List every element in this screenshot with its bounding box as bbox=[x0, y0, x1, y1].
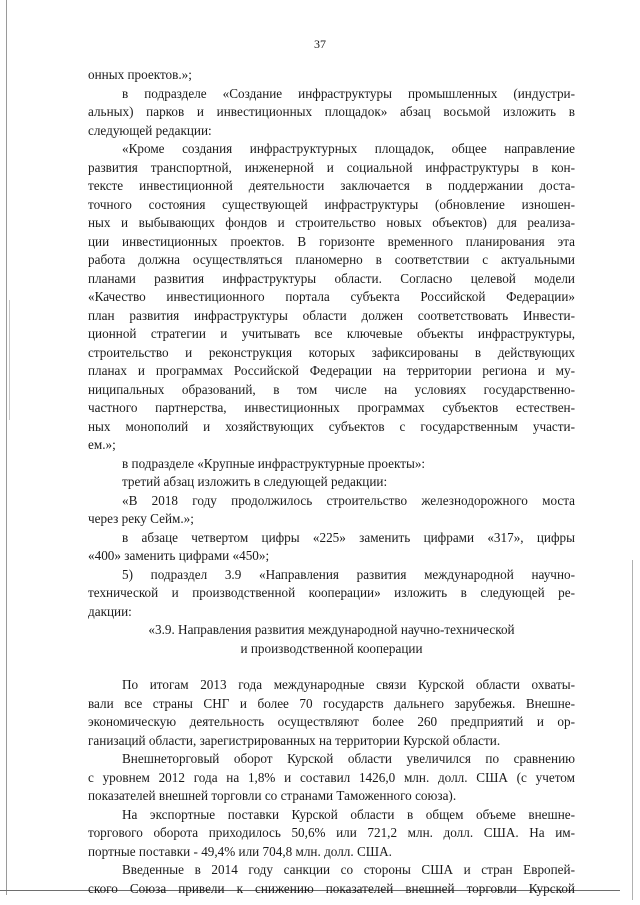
scan-edge-left bbox=[6, 0, 7, 895]
text-line: работа должна осуществляться планомерно в соответствии с актуальными bbox=[88, 252, 575, 267]
text-line: строительство и реконструкция которых зафиксированы в действующих bbox=[88, 344, 575, 360]
text-line: следующей редакции: bbox=[88, 122, 212, 138]
text-line: «Качество инвестиционного портала субъекта Российской Федерации» bbox=[88, 289, 575, 304]
text-line: альных) парков и инвестиционных площадок» абзац восьмой изложить в bbox=[88, 104, 575, 119]
text-line: с уровнем 2012 года на 1,8% и составил 1426,0 млн. долл. США (с учетом bbox=[88, 769, 575, 785]
text-line: «В 2018 году продолжилось строительство железнодорожного моста bbox=[122, 492, 575, 508]
text-line: Внешнеторговый оборот Курской области увеличился по сравнению bbox=[122, 751, 575, 766]
text-line: ных и выбывающих фондов и строительство новых объектов) для реализа- bbox=[88, 215, 575, 230]
text-line: «400» заменить цифрами «450»; bbox=[88, 548, 270, 563]
section-heading-line: «3.9. Направления развития международной научно-технической bbox=[148, 622, 515, 637]
text-line: показателей внешней торговли со странами Таможенного союза). bbox=[88, 788, 457, 803]
text-line: «Кроме создания инфраструктурных площадок, общее направление bbox=[122, 141, 575, 156]
scan-edge-left-inner bbox=[9, 300, 10, 420]
paragraph-gap bbox=[88, 658, 575, 676]
text-line: На экспортные поставки Курской области в общем объеме внешне- bbox=[122, 806, 575, 822]
text-line: технической и производственной кооперации» изложить в следующей ре- bbox=[88, 585, 575, 600]
text-line: развития транспортной, инженерной и социальной инфраструктуры в кон- bbox=[88, 159, 575, 175]
text-line: онных проектов.»; bbox=[88, 67, 192, 82]
text-line: ганизаций области, зарегистрированных на территории Курской области. bbox=[88, 732, 501, 748]
text-line: портные поставки - 49,4% или 704,8 млн. долл. США. bbox=[88, 843, 392, 859]
text-line: точного состояния существующей инфраструктуры (обновление изношен- bbox=[88, 196, 575, 212]
scan-edge-right bbox=[632, 560, 633, 900]
text-line: Введенные в 2014 году санкции со стороны США и стран Европей- bbox=[122, 862, 575, 877]
text-line: дакции: bbox=[88, 603, 132, 619]
text-line: ниципальных образований, в том числе на условиях государственно- bbox=[88, 381, 575, 397]
text-line: По итогам 2013 года международные связи Курской области охваты- bbox=[122, 677, 575, 692]
text-line: частного партнерства, инвестиционных программах субъектов естествен- bbox=[88, 400, 575, 415]
text-line: вали все страны СНГ и более 70 государств дальнего зарубежья. Внешне- bbox=[88, 695, 575, 711]
document-body bbox=[88, 66, 575, 898]
text-line: ем.»; bbox=[88, 437, 116, 452]
text-line: 5) подраздел 3.9 «Направления развития международной научно- bbox=[122, 566, 575, 582]
text-line: торгового оборота приходилось 50,6% или 721,2 млн. долл. США. На им- bbox=[88, 825, 575, 840]
page-number: 37 bbox=[314, 37, 326, 51]
text-line: третий абзац изложить в следующей редакции: bbox=[122, 474, 388, 489]
text-line: ционной стратегии и учитывать все ключевые объекты инфраструктуры, bbox=[88, 326, 575, 341]
text-line: тексте инвестиционной деятельности заключается в поддержании доста- bbox=[88, 178, 575, 193]
text-line: в абзаце четвертом цифры «225» заменить цифрами «317», цифры bbox=[122, 529, 575, 545]
text-line: ных монополий и хозяйствующих субъектов с государственным участи- bbox=[88, 418, 575, 434]
text-line: планах и программах Российской Федерации на территории региона и му- bbox=[88, 363, 575, 378]
text-line: ции инвестиционных проектов. В горизонте временного планирования эта bbox=[88, 233, 575, 249]
text-line: планами развития инфраструктуры области. Согласно целевой модели bbox=[88, 270, 575, 286]
text-line: план развития инфраструктуры области должен соответствовать Инвести- bbox=[88, 307, 575, 323]
text-line: через реку Сейм.»; bbox=[88, 511, 194, 526]
text-line: ского Союза привели к снижению показателей внешней торговли Курской bbox=[88, 880, 575, 896]
section-heading-line: и производственной кооперации bbox=[240, 640, 423, 656]
text-line: в подразделе «Крупные инфраструктурные проекты»: bbox=[122, 455, 426, 471]
text-line: в подразделе «Создание инфраструктуры промышленных (индустри- bbox=[122, 85, 575, 101]
text-line: экономическую деятельность осуществляют более 260 предприятий и ор- bbox=[88, 714, 575, 729]
